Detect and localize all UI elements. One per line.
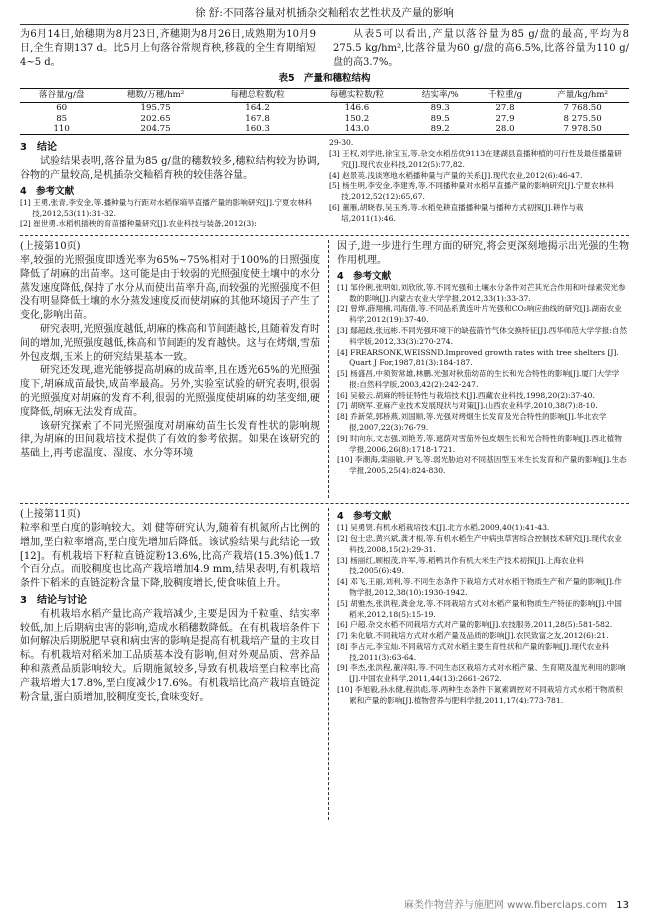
article3-left-column: [20, 508, 320, 820]
references-heading: 4 参考文献: [337, 511, 392, 523]
table-cell: 28.0: [474, 124, 536, 135]
table-row: [20, 124, 629, 135]
table-caption: 表5 产量和穗粒结构: [278, 73, 371, 85]
article3-continuation: [20, 508, 629, 820]
table-cell: 85: [56, 113, 68, 124]
body-paragraph: 因子,进一步进行生理方面的研究,将会更深刻地揭示出光强的生物作用机理。: [337, 241, 629, 266]
conclusion-heading: 3 结论与讨论: [20, 594, 87, 606]
table-cell: 27.8: [495, 103, 515, 114]
table-cell: 89.2: [407, 124, 474, 135]
reference-item: [1] 王勇,张青,李安金,等.播种量与行距对水稻保墒旱直播产量的影响研究[J].宁夏农林科技,2012,53(11):31-32.: [20, 197, 313, 218]
reference-item: [3] 王权,刘学进,徐宝玉,等.杂交水稻岳优9113在建湖县直播种植的可行性及最佳播量研究[J].现代农业科技,2012(5):77,82.: [329, 149, 622, 169]
table-header-cell: 穗数/万穗/hm²: [103, 88, 208, 103]
article2-left-column: [20, 240, 320, 498]
page-number: 13: [616, 900, 629, 912]
table-header-cell: 每穗总粒数/粒: [208, 88, 307, 103]
conclusion-paragraph: 试验结果表明,落谷量为85 g/盘的穗数较多,穗粒结构较为协调,谷物的产量较高,是机插杂交籼稻育秧的较佳落谷量。: [20, 156, 320, 181]
table-cell: 60: [56, 103, 68, 114]
body-paragraph: 率,较强的光照强度即透光率为65%~75%相对于100%的日照强度降低了胡麻的出苗率。这可能是由于较弱的光照强度使土壤中的水分蒸发速度降低,保持了水分从而使出苗率升高,而较强的光照强度不但没有明显降低土壤的水分蒸发速度反而使胡麻的其他环境因子产生了变化,影响出苗。: [20, 254, 320, 322]
article3-right-column: [337, 508, 629, 820]
table-header-cell: 产量/kg/hm²: [536, 88, 629, 103]
reference-item: [1] 吴勇贤.有机水稻栽培技术[J].北方水稻,2009,40(1):41-43.: [337, 523, 550, 533]
reference-item: [3] 鄢超歧,张远彬.不同光强环境下的缺苞箭竹气体交换特征[J].西华师范大学学报:自然科学版,2012,33(3):270-274.: [337, 325, 628, 346]
reference-item: [10] 李潮海,栾丽敏,尹飞,等.弱光胁迫对不同基因型玉米生长发育和产量的影响[J].生态学报,2005,25(4):824-830.: [337, 455, 627, 476]
article1-tail: [20, 138, 629, 230]
conclusion-heading: 3 结论: [20, 142, 57, 154]
reference-item: [5] 杨盛昌,中须贺常雄,林鹏.光强对秋茄幼苗的生长和光合特性的影响[J].厦门大学学报:自然科学版,2003,42(2):242-247.: [337, 369, 620, 389]
reference-item: [7] 朱化敏.不同栽培方式对水稻产量及品质的影响[J].农民致富之友,2012(6):21.: [337, 631, 609, 641]
watermark-and-page-number: [404, 899, 629, 913]
table-cell: 110: [20, 124, 103, 135]
body-paragraph: 研究表明,光照强度越低,胡麻的株高和节间距越长,且随着发育时间的增加,光照强度越低,株高和节间距的发育越快。这与在烤烟,雪茄外包皮烟,玉米上的研究结果基本一致。: [20, 323, 320, 363]
reference-item: [1] 邹伶俐,张明如,刘欣欣,等.不同光强和土壤水分条件对芒其光合作用和叶绿素荧光参数的影响[J].内蒙古农业大学学报,2012,33(1):33-37.: [337, 282, 626, 303]
table-cell: 89.3: [430, 103, 450, 114]
table-cell: 89.5: [430, 113, 450, 124]
reference-item: [10] 李旭毅,孙永健,程洪彪,等.两种生态条件下氮素调控对不同栽培方式水稻干物质积累和产量的影响[J].植物营养与肥料学报,2011,17(4):773-781.: [337, 684, 623, 705]
top-right-paragraph: 从表5可以看出,产量以落谷量为85 g/盘的最高,平均为8 275.5 kg/hm²,比落谷量为60 g/盘的高6.5%,比落谷量为110 g/盘的高3.7%。: [333, 29, 629, 68]
reference-item: [2] 曾烨,薛翔楠,司海倩,等.不同品系黄连叶片光强和CO₂响应曲线的研究[J].湖南农业科学,2012(19):37-40.: [337, 304, 622, 325]
table-cell: 8 275.50: [563, 113, 602, 124]
article2-right-column: [337, 240, 629, 498]
reference-item: [8] 李占元,李宝灿.不同栽培方式对水稻主要生育性状和产量的影响[J].现代农业科技,2011(3):63-64.: [337, 641, 610, 662]
table-cell: 160.3: [208, 124, 307, 135]
table-row: [20, 103, 629, 114]
reference-item: [4] 赵景英.浅谈寒地水稻播种量与产量的关系[J].现代农业,2012(6):46-47.: [329, 170, 583, 180]
continued-from-label: (上接第10页): [20, 241, 81, 253]
running-header: 徐 舒:不同落谷量对机插杂交籼稻农艺性状及产量的影响: [20, 0, 629, 25]
reference-item: 29-30.: [329, 138, 354, 148]
article1-right-column: [329, 138, 629, 230]
reference-list: [337, 523, 629, 706]
table-cell: 202.65: [140, 113, 171, 124]
reference-item: [8] 乔新荣,郭桥燕,刘国顺,等.光强对烤烟生长发育及光合特性的影响[J].华北农学报,2007,22(3):76-79.: [337, 412, 607, 432]
article2-continuation: [20, 240, 629, 498]
reference-item: [7] 胡晓军.亚麻产业技术发展现状与对策[J].山西农业科学,2010,38(7):8-10.: [337, 401, 598, 411]
table-row: [20, 114, 629, 124]
reference-item: [6] 董雁,胡晓春,吴玉秀,等.水稻免耕直播播种量与播种方式初探[J].耕作与栽培,2011(1):46.: [329, 202, 584, 223]
top-text-row: [20, 28, 629, 69]
reference-item: [2] 包士忠,黄兴斌,龚才根,等.有机水稻生产中病虫草害综合控制技术研究[J].现代农业科技,2008,15(2):29-31.: [337, 534, 622, 554]
section-divider: [20, 235, 629, 236]
table-cell: 164.2: [245, 103, 270, 114]
body-paragraph: 研究还发现,遮光能够提高胡麻的成苗率,且在透光65%的光照强度下,胡麻成苗最快,成苗率最高。另外,实验室试验的研究表明,很弱的光照强度对胡麻的发育不利,很弱的光照强度使胡麻的幼茎变细,硬度降低,胡麻无法发育成苗。: [20, 365, 320, 418]
column-divider: [328, 508, 329, 820]
table-header-row: [20, 88, 629, 103]
reference-list: [337, 283, 629, 477]
section-divider: [20, 503, 629, 504]
table-header-cell: 落谷量/g/盘: [20, 88, 103, 103]
reference-item: [4] 邓飞,王丽,刘利,等.不同生态条件下栽培方式对水稻干物质生产和产量的影响[J].作物学报,2012,38(10):1930-1942.: [337, 577, 622, 597]
table-cell: 204.75: [103, 124, 208, 135]
table-header-cell: 千粒重/g: [474, 88, 536, 103]
yield-table: [20, 88, 629, 136]
reference-item: [5] 胡雅杰,张洪程,龚金龙,等.不同栽培方式对水稻产量和物质生产特征的影响[J].中国稻米,2012,18(5):15-19.: [337, 598, 622, 619]
reference-item: [6] 吴毅云.胡麻的特征特性与栽培技术[J].西藏农业科技,1998,20(2):37-40.: [337, 390, 595, 400]
column-divider: [328, 240, 329, 498]
table-cell: 7 978.50: [536, 124, 629, 135]
table-header-cell: 每穗实粒数/粒: [307, 88, 406, 103]
table-cell: 150.2: [344, 113, 370, 124]
table-cell: 7 768.50: [563, 103, 602, 114]
body-paragraph: 有机栽培水稻产量比高产栽培减少,主要是因为千粒重、结实率较低,加上后期病虫害的影响,造成水稻穗数降低。在有机栽培条件下如何解决后期脱肥早衰和病虫害的影响是提高有机栽培产量的主攻目标。有机栽培对稻米加工品质基本没有影响,但对外观品质、营养品种和蒸煮品质影响较大。后期施氮较多,导致有机栽培垩白粒率比高产栽培增大17.8%,垩白度减少17.6%。有机栽培比高产栽培直链淀粉含量,蛋白质增加,胶稠度变长,食味变好。: [20, 608, 320, 703]
continued-from-label: (上接第11页): [20, 509, 81, 521]
table-cell: 143.0: [307, 124, 406, 135]
table-cell: 167.8: [245, 113, 270, 124]
table-cell: 146.6: [344, 103, 370, 114]
table-cell: 27.9: [495, 113, 515, 124]
reference-item: [2] 崔世勇.水稻机插秧的育苗播种量研究[J].农业科技与装备,2012(3):: [20, 219, 257, 229]
watermark-text: 麻类作物营养与施肥网 www.fiberclaps.com: [403, 900, 608, 912]
reference-item: [3] 杨丽红,顾根茂,许军,等.稻鸭共作有机大米生产技术初探[J].上海农业科技,2005(6):49.: [337, 555, 584, 576]
reference-item: [5] 杨生明,李安金,李建秀,等.不同播种量对水稻早直播产量的影响研究[J].宁夏农林科技,2012,52(12):65,67.: [329, 181, 614, 202]
references-heading: 4 参考文献: [337, 270, 392, 282]
reference-item: [6] 户超.杂交水稻不同栽培方式对产量的影响[J].农技服务,2011,28(5):581-582.: [337, 620, 613, 630]
references-heading: 4 参考文献: [20, 185, 75, 197]
body-paragraph: 该研究探索了不同光照强度对胡麻幼苗生长发育性状的影响规律,为胡麻的田间栽培技术提供了有效的参考依据。如果在该研究的基础上,再考虑温度、湿度、水分等环境: [20, 420, 320, 460]
reference-list: [20, 198, 320, 230]
body-paragraph: 粒率和垩白度的影响较大。刘 健等研究认为,随着有机氮所占比例的增加,垩白粒率增高,垩白度先增加后降低。该试验结果与此结论一致[12]。有机栽培下籽粒直链淀粉13.6%,比高产栽培(15.3%)低1.7个百分点。而胶稠度也比高产栽培增加4.9 mm,结果表明,有机栽培条件下稻米的直链淀粉含量下降,胶稠度增长,使食味值上升。: [20, 522, 320, 590]
top-left-paragraph: 为6月14日,始穗期为8月23日,齐穗期为8月26日,成熟期为10月9日,全生育期137 d。比5月上旬落谷常规育秧,移栽的全生育期缩短4~5 d。: [20, 29, 316, 68]
article1-left-column: [20, 138, 320, 230]
table-cell: 195.75: [140, 103, 171, 114]
reference-item: [9] 李杰,张洪程,董洋阳,等.不同生态区栽培方式对水稻产量、生育期及温光利用的影响[J].中国农业科学,2011,44(13):2661-2672.: [337, 663, 626, 684]
reference-item: [9] 时向东,文志强,刘艳芳,等.遮荫对雪茄外包皮烟生长和光合特性的影响[J].西北植物学报,2006,26(8):1718-1721.: [337, 433, 622, 454]
reference-item: [4] FREARSONK,WEISSND.Improved growth rates with tree shelters [J]. Quart J For,1987,81(3):184-187.: [337, 347, 619, 368]
table-header-cell: 结实率/%: [407, 88, 474, 103]
